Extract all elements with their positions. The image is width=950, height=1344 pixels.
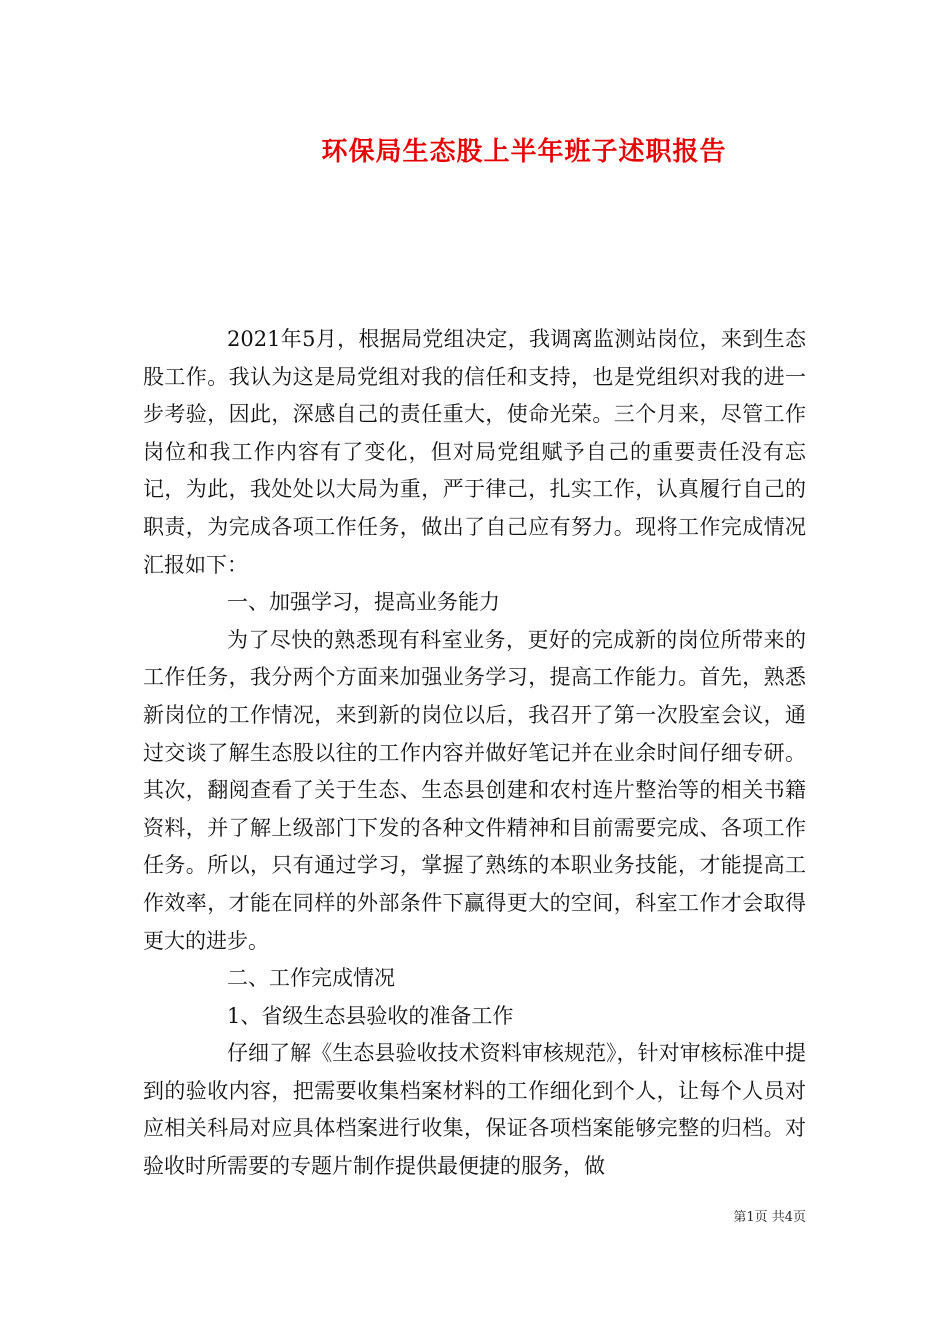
section-heading-2: 二、工作完成情况 [227, 966, 395, 991]
page-footer: 第1页 共4页 [733, 1210, 806, 1225]
section-heading-1: 一、加强学习，提高业务能力 [227, 590, 500, 615]
paragraph-intro: 2021年5月，根据局党组决定，我调离监测站岗位，来到生态股工作。我认为这是局党组对我的信任和支持，也是党组织对我的进一步考验，因此，深感自己的责任重大，使命光荣。三个月来，尽管工作岗位和我工作内容有了变化，但对局党组赋予自己的重要责任没有忘记，为此，我处处以大局为重，严于律己，扎实工作，认真履行自己的职责，为完成各项工作任务，做出了自己应有努力。现将工作完成情况汇报如下： [143, 327, 806, 577]
document-body [143, 321, 806, 1186]
paragraph-acceptance: 仔细了解《生态县验收技术资料审核规范》，针对审核标准中提到的验收内容，把需要收集档案材料的工作细化到个人，让每个人员对应相关科局对应具体档案进行收集，保证各项档案能够完整的归档。对验收时所需要的专题片制作提供最便捷的服务，做 [143, 1041, 806, 1179]
document-title: 环保局生态股上半年班子述职报告 [321, 137, 727, 167]
subsection-heading-1: 1、省级生态县验收的准备工作 [227, 1003, 514, 1028]
paragraph-study: 为了尽快的熟悉现有科室业务，更好的完成新的岗位所带来的工作任务，我分两个方面来加强业务学习，提高工作能力。首先，熟悉新岗位的工作情况，来到新的岗位以后，我召开了第一次股室会议，通过交谈了解生态股以往的工作内容并做好笔记并在业余时间仔细专研。其次，翻阅查看了关于生态、生态县创建和农村连片整治等的相关书籍资料，并了解上级部门下发的各种文件精神和目前需要完成、各项工作任务。所以，只有通过学习，掌握了熟练的本职业务技能，才能提高工作效率，才能在同样的外部条件下赢得更大的空间，科室工作才会取得更大的进步。 [143, 627, 806, 953]
